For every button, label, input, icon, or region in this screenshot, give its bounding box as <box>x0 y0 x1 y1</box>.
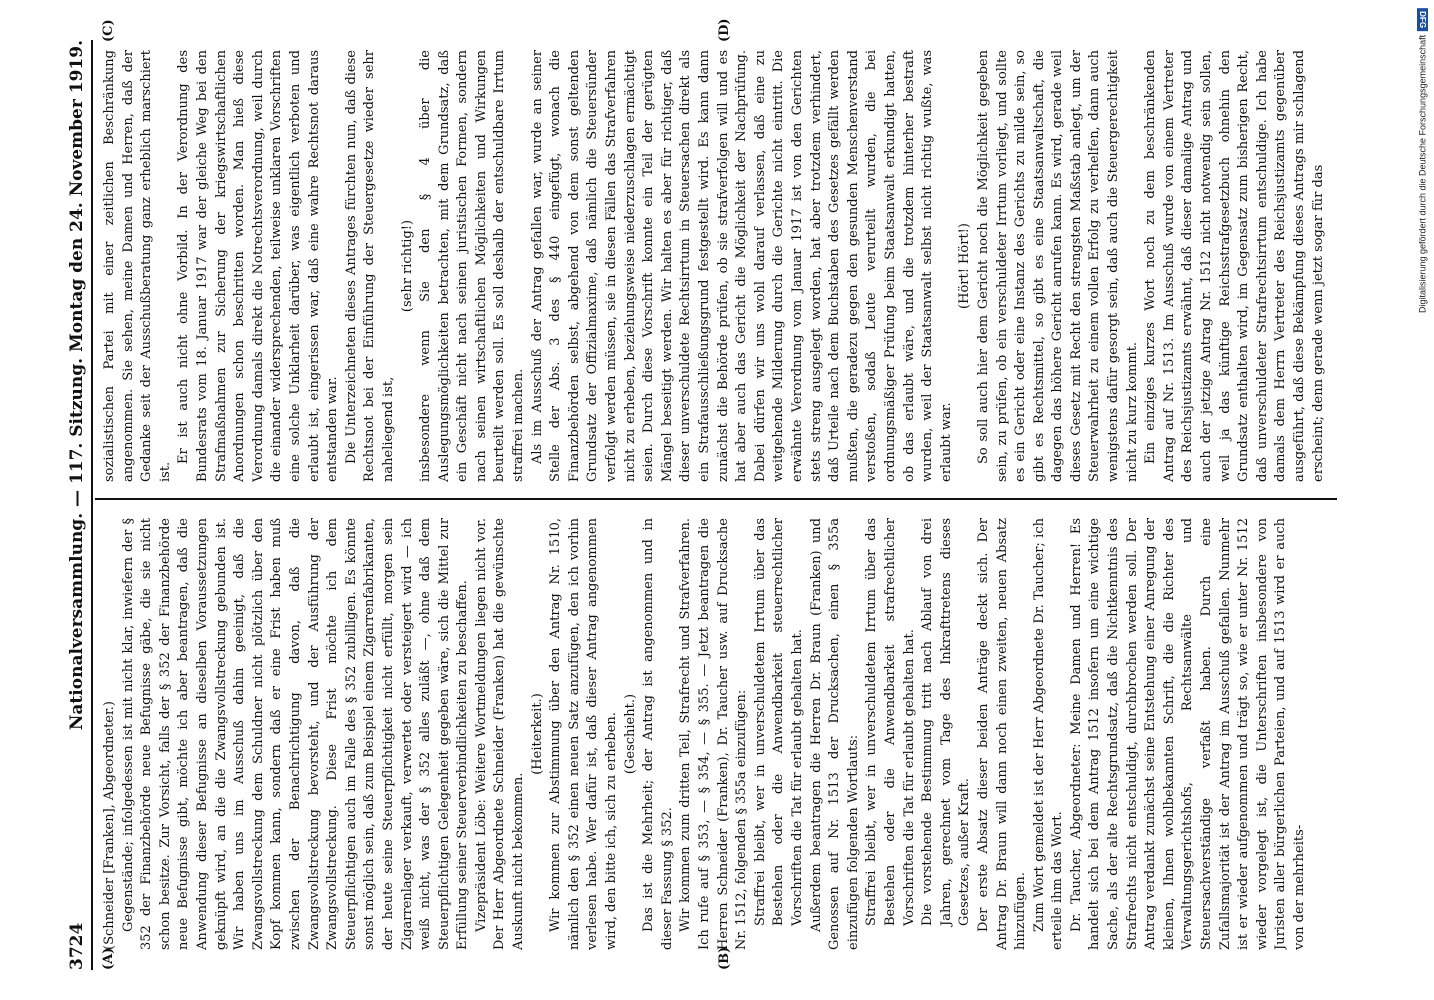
quoted-motion: Die vorstehende Bestimmung tritt nach Ablauf von drei Jahren, gerechnet vom Tage des Inkrafttretens dieses Gesetzes, außer Kraft. <box>920 518 973 926</box>
header-rule <box>91 40 93 970</box>
paragraph: Vizepräsident Löbe: Weitere Wortmeldungen liegen nicht vor. Der Herr Abgeordnete Schneider (Franken) hat die gewünschte Auskunft nicht bekommen. <box>473 518 527 950</box>
interjection: (Hört! Hört!) <box>957 223 973 309</box>
paragraph: Ein einziges kurzes Wort noch zu dem beschränkenden Antrag auf Nr. 1513. Im Ausschuß wurde von einem Vertreter des Reichsjustizamts erwähnt, daß dieser damalige Antrag und auch der jetzige Antrag Nr. 1512 nicht notwendig sein sollen, weil ja das künftige Reichsstrafgesetzbuch ohnehin den Grundsatz enthalten wird, im Gegensatz zum bisherigen Recht, daß unverschuldeter Strafrechtsirrtum entschuldige. Ich habe damals dem Herrn Vertreter des Reichsjustizamts gegenüber ausgeführt, daß diese Bekämpfung dieses Antrags mir schlagend erscheint; denn gerade wenn jetzt sogar für das <box>1143 50 1326 482</box>
left-column <box>101 518 1337 950</box>
paragraph: Wir kommen zur Abstimmung über den Antrag Nr. 1510, nämlich den § 352 einen neuen Satz anzufügen, den ich vorhin verlesen habe. Wer dafür ist, daß dieser Antrag angenommen wird, den bitte ich, sich zu erheben. <box>548 518 620 950</box>
paragraph: Außerdem beantragen die Herren Dr. Braun (Franken) und Genossen auf Nr. 1513 der Drucksachen, einen § 355a einzufügen folgenden Wortlauts: <box>808 518 861 950</box>
paragraph: insbesondere wenn Sie den § 4 über die Auslegungsmöglichkeiten betrachten, mit dem Grundsatz, daß ein Geschäft nicht nach seinen juristischen Formen, sondern nach seinen wirtschaftlichen Möglichkeiten und Wirkungen beurteilt werden soll. Es soll deshalb der entschuldbare Irrtum straffrei machen. <box>418 50 527 482</box>
document-page <box>17 0 1357 1000</box>
page-title: Nationalversammlung. — 117. Sitzung. Montag den 24. November 1919. <box>67 40 87 731</box>
paragraph: Wir kommen zum dritten Teil, Strafrecht und Strafverfahren. Ich rufe auf § 353, — § 354, — § 355. — Jetzt beantragen die Herren Schneider (Franken), Dr. Taucher usw. auf Drucksache Nr. 1512, folgenden § 355a einzufügen: <box>678 518 750 950</box>
dfg-logo: DFG <box>1417 8 1428 31</box>
paragraph: Als im Ausschuß der Antrag gefallen war, wurde an seiner Stelle der Abs. 3 des § 440 eingefügt, wonach die Finanzbehörden selbst, abgehend von dem sonst geltenden Grundsatz der Offizialmaxime, daß nämlich die Steuersünder verfolgt werden müssen, sie in diesen Fällen das Strafverfahren nicht zu erheben, beziehungsweise niederzuschlagen ermächtigt seien. Durch diese Vorschrift konnte ein Teil der gerügten Mängel beseitigt werden. Wir halten es aber für richtiger, daß dieser unverschuldete Rechtsirrtum in Steuersachen direkt als ein Strafausschließungsgrund festgestellt wird. Es kann dann zunächst die Behörde prüfen, ob sie strafverfolgen will und es hat aber auch das Gericht die Möglichkeit der Nachprüfung. Dabei dürfen wir uns wohl darauf verlassen, daß eine zu weitgehende Milderung durch die Gerichte nicht eintritt. Die erwähnte Verordnung vom Januar 1917 ist von den Gerichten stets streng ausgelegt worden, hat aber trotzdem verhindert, daß Urteile nach dem Buchstaben des Gesetzes gefällt werden mußten, die geradezu gegen den gesunden Menschenverstand verstoßen, sodaß Leute verurteilt wurden, die bei ordnungsmäßiger Prüfung beim Staatsanwalt erkundigt hatten, ob das erlaubt wäre, und die trotzdem hinterher bestraft wurden, weil der Staatsanwalt selbst nicht richtig wußte, was erlaubt war. <box>529 50 954 482</box>
paragraph: Das ist die Mehrheit; der Antrag ist angenommen und in dieser Fassung § 352. <box>641 518 675 950</box>
quoted-motion: Straffrei bleibt, wer in unverschuldetem Irrtum über das Bestehen oder die Anwendbarkeit steuerrechtlicher Vorschriften die Tat für erlaubt gehalten hat. <box>752 518 805 926</box>
paragraph: Er ist auch nicht ohne Vorbild. In der Verordnung des Bundesrats vom 18. Januar 1917 war der gleiche Weg bei den Strafmaßnahmen zur Sicherung der kriegswirtschaftlichen Anordnungen schon beschritten worden. Man hieß diese Verordnung damals direkt die Notrechtsverordnung, weil durch die einander widersprechenden, teilweise unklaren Vorschriften eine solche Unklarheit darüber, was eigentlich verboten und erlaubt ist, eingerissen war, daß eine wahre Rechtsnot daraus entstanden war. <box>176 50 341 482</box>
margin-marker-d: (D) <box>717 18 732 42</box>
interjection: (Heiterkeit.) <box>529 693 545 775</box>
page-header <box>53 40 87 970</box>
right-column <box>101 50 1337 482</box>
column-divider <box>95 498 1337 500</box>
interjection: (Geschieht.) <box>622 693 638 775</box>
page-number: 3724 <box>67 922 87 970</box>
paragraph: Zum Wort gemeldet ist der Herr Abgeordnete Dr. Taucher; ich erteile ihm das Wort. <box>1031 518 1066 950</box>
interjection: (sehr richtig!) <box>399 219 415 313</box>
margin-marker-a: (A) <box>101 947 116 970</box>
paragraph: sozialistischen Partei mit einer zeitlichen Beschränkung angenommen. Sie sehen, meine Damen und Herren, daß der Gedanke seit der Ausschußberatung ganz erheblich marschiert ist. <box>102 50 173 482</box>
paragraph: Dr. Taucher, Abgeordneter: Meine Damen und Herren! Es handelt sich bei dem Antrag 1512 insofern um eine wichtige Sache, als der alte Rechtsgrundsatz, daß die Nichtkenntnis des Strafrechts nicht entschuldigt, durchbrochen werden soll. Der Antrag verdankt zunächst seine Entstehung einer Anregung der kleinen, Ihnen wohlbekannten Schrift, die die Richter des Verwaltungsgerichtshofs, Rechtsanwälte und Steuersachverständige verfaßt haben. Durch eine Zufallsmajorität ist der Antrag im Ausschuß gefallen. Nunmehr ist er wieder aufgenommen und trägt so, wie er unter Nr. 1512 wieder vorgelegt ist, die Unterschriften insbesondere von Juristen aller bürgerlichen Parteien, und auf 1513 wird er auch von der mehrheits- <box>1068 518 1307 950</box>
paragraph: (Schneider [Franken], Abgeordneter.) <box>102 701 117 950</box>
digitization-credit <box>1417 8 1428 313</box>
quoted-motion: Straffrei bleibt, wer in unverschuldetem Irrtum über das Bestehen oder die Anwendbarkeit strafrechtlicher Vorschriften die Tat für erlaubt gehalten hat. <box>864 518 917 926</box>
paragraph: So soll auch hier dem Gericht noch die Möglichkeit gegeben sein, zu prüfen, ob ein verschuldeter Irrtum vorliegt, und sollte es ein Gericht oder eine Instanz des Gerichts zu milde sein, so gibt es Rechtsmittel, so gibt es eine Staatsanwaltschaft, die dagegen das höhere Gericht anrufen kann. Es wird, gerade weil dieses Gesetz mit Recht den strengsten Maßstab anlegt, um der Steuerwahrheit zu einem vollen Erfolg zu verhelfen, dann auch wenigstens dafür gesorgt sein, daß auch die Steuergerechtigkeit nicht zu kurz kommt. <box>975 50 1140 482</box>
paragraph: Die Unterzeichneten dieses Antrages fürchten nun, daß diese Rechtsnot bei der Einführung der Steuergesetze wieder sehr naheliegend ist, <box>343 50 396 482</box>
credit-text: Digitalisierung gefördert durch die Deutsche Forschungsgemeinschaft <box>1417 34 1428 314</box>
paragraph: Der erste Absatz dieser beiden Anträge deckt sich. Der Antrag Dr. Braun will dann noch einen zweiten, neuen Absatz hinzufügen. <box>975 518 1029 950</box>
paragraph: Gegenstände; infolgedessen ist mit nicht klar, inwiefern der § 352 der Finanzbehörde neue Befugnisse gäbe, die sie nicht schon besitze. Zur Vorsicht, falls der § 352 der Finanzbehörde neue Befugnisse gibt, möchte ich aber beantragen, daß die Anwendung dieser Befugnisse an dieselben Voraussetzungen geknüpft wird, an die die Zwangsvollstreckung gebunden ist. Wir haben uns im Ausschuß dahin geeinigt, daß die Zwangsvollstreckung dem Schuldner nicht plötzlich über den Kopf kommen kann, sondern daß er eine Frist haben muß zwischen der Benachrichtigung davon, daß die Zwangsvollstreckung bevorsteht, und der Ausführung der Zwangsvollstreckung. Diese Frist möchte ich dem Steuerpflichtigen auch im Falle des § 352 zubilligen. Es könnte sonst möglich sein, daß zum Beispiel einem Zigarrenfabrikanten, der heute seine Steuerpflichtigkeit nicht erfüllt, morgen sein Zigarrenlager verkauft, verwertet oder versteigert wird — ich weiß nicht, was der § 352 alles zuläßt —, ohne daß dem Steuerpflichtigen Gelegenheit gegeben wäre, sich die Mittel zur Erfüllung seiner Steuerverbindlichkeiten zu beschaffen. <box>120 518 471 950</box>
margin-marker-c: (C) <box>101 19 116 42</box>
margin-marker-b: (B) <box>717 946 732 970</box>
